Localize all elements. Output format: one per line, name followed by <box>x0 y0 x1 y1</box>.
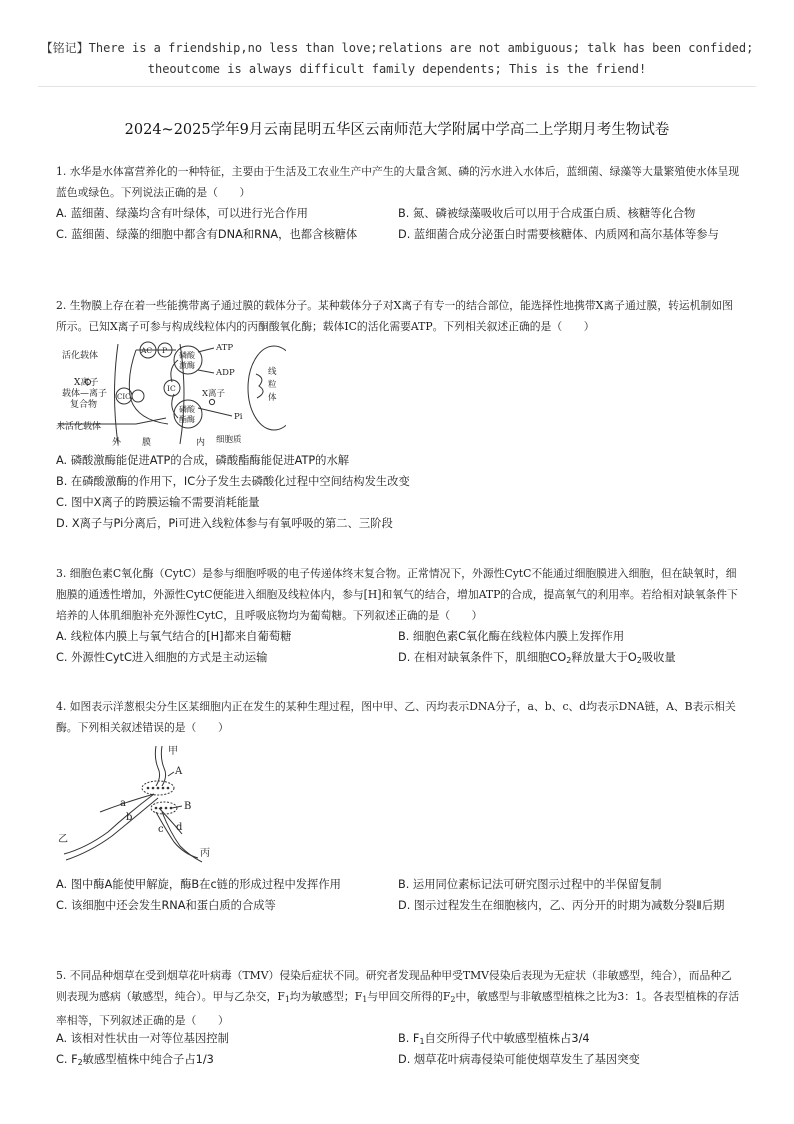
label-phosphatase-2: 酯酶 <box>179 415 195 424</box>
q4-option-d[interactable]: D. 图示过程发生在细胞核内，乙、丙分开的时期为减数分裂Ⅱ后期 <box>398 899 725 912</box>
header-divider <box>38 86 756 87</box>
label-p: P <box>162 346 168 355</box>
q4-option-b[interactable]: B. 运用同位素标记法可研究图示过程中的半保留复制 <box>398 878 662 891</box>
label-bing: 丙 <box>200 848 210 859</box>
label-strand-c: c <box>158 824 164 835</box>
q5-option-b[interactable]: B. $F_1$自交所得子代中敏感型植株占3/4 <box>398 1032 590 1046</box>
label-mito-3: 体 <box>268 393 277 403</box>
label-activated-carrier: 活化载体 <box>62 351 99 361</box>
cic-p-circle <box>132 390 144 402</box>
carrier-transport-diagram <box>56 338 286 450</box>
q3-option-d[interactable]: D. 在相对缺氧条件下，肌细胞$CO_2$释放量大于$O_2$吸收量 <box>398 651 676 665</box>
dna-replication-diagram <box>56 742 226 876</box>
label-complex-2: 复合物 <box>70 400 98 410</box>
q3-option-a[interactable]: A. 线粒体内膜上与氧气结合的[H]都来自葡萄糖 <box>56 630 292 643</box>
label-atp: ATP <box>216 343 234 353</box>
label-mito-1: 线 <box>268 367 277 377</box>
q4-option-c[interactable]: C. 该细胞中还会发生RNA和蛋白质的合成等 <box>56 899 276 912</box>
q5-option-d[interactable]: D. 烟草花叶病毒侵染可能使烟草发生了基因突变 <box>398 1053 640 1066</box>
label-strand-d: d <box>176 822 183 833</box>
q4-option-a[interactable]: A. 图中酶A能使甲解旋，酶B在c链的形成过程中发挥作用 <box>56 878 341 891</box>
q1-option-a[interactable]: A. 蓝细菌、绿藻均含有叶绿体，可以进行光合作用 <box>56 207 308 220</box>
label-inactive-carrier: 未活化载体 <box>56 422 102 432</box>
exam-title: 2024~2025学年9月云南昆明五华区云南师范大学附属中学高二上学期月考生物试卷 <box>124 122 670 138</box>
label-pi: Pi <box>234 412 243 422</box>
label-x-ion-inner: X离子 <box>202 389 226 399</box>
header-motto: 【铭记】There is a friendship,no less than love;relations are not ambiguous; talk has been confided; theoutcome is always difficult family dependents; This is the friend! <box>40 41 754 76</box>
label-adp: ADP <box>216 368 235 378</box>
q3-option-c[interactable]: C. 外源性CytC进入细胞的方式是主动运输 <box>56 651 268 664</box>
q2-stem: 2. 生物膜上存在着一些能携带离子通过膜的载体分子。某种载体分子对X离子有专一的结合部位，能选择性地携带X离子通过膜，转运机制如图所示。已知X离子可参与构成线粒体内的丙酮酸氧化酶；载体IC的活化需要ATP。下列相关叙述正确的是（ ） <box>56 299 733 333</box>
label-complex-1: 载体—离子 <box>62 389 108 399</box>
label-outer: 外 <box>112 438 122 448</box>
label-strand-a: a <box>120 798 126 809</box>
label-yi: 乙 <box>58 834 68 845</box>
q1-option-c[interactable]: C. 蓝细菌、绿藻的细胞中都含有DNA和RNA，也都含核糖体 <box>56 228 358 241</box>
label-inner: 内 <box>196 438 206 448</box>
q1-stem: 1. 水华是水体富营养化的一种特征，主要由于生活及工农业生产中产生的大量含氮、磷的污水进入水体后，蓝细菌、绿藻等大量繁殖使水体呈现蓝色或绿色。下列说法正确的是（ ） <box>56 165 740 199</box>
q5-stem: 5. 不同品种烟草在受到烟草花叶病毒（TMV）侵染后症状不同。研究者发现品种甲受TMV侵染后表现为无症状（非敏感型，纯合），而品种乙则表现为感病（敏感型，纯合）。甲与乙杂交，$F_1$均为敏感型；$F_1$与甲回交所得的$F_2$中，敏感型与非敏感型植株之比为3：1。各表型植株的存活率相等，下列叙述正确的是（ ） <box>56 969 740 1027</box>
label-membrane: 膜 <box>142 438 152 448</box>
q2-option-d[interactable]: D. X离子与Pi分离后，Pi可进入线粒体参与有氧呼吸的第二、三阶段 <box>56 517 393 530</box>
label-cytoplasm: 细胞质 <box>216 435 242 445</box>
label-kinase-2: 激酶 <box>179 361 195 370</box>
q2-option-a[interactable]: A. 磷酸激酶能促进ATP的合成，磷酸酯酶能促进ATP的水解 <box>56 454 350 467</box>
label-mito-2: 粒 <box>268 380 277 390</box>
q5-option-c[interactable]: C. $F_2$敏感型植株中纯合子占1/3 <box>56 1053 214 1067</box>
label-enzyme-A: A <box>175 766 183 777</box>
label-kinase-1: 磷酸 <box>179 351 195 360</box>
q4-stem: 4. 如图表示洋葱根尖分生区某细胞内正在发生的某种生理过程，图中甲、乙、丙均表示DNA分子，a、b、c、d均表示DNA链，A、B表示相关酶。下列相关叙述错误的是（ ） <box>56 700 736 734</box>
label-phosphatase-1: 磷酸 <box>179 405 195 414</box>
label-x-ion: X离子 <box>74 378 99 388</box>
q3-option-b[interactable]: B. 细胞色素C氧化酶在线粒体内膜上发挥作用 <box>398 630 625 643</box>
q2-option-b[interactable]: B. 在磷酸激酶的作用下，IC分子发生去磷酸化过程中空间结构发生改变 <box>56 475 410 488</box>
q5-option-a[interactable]: A. 该相对性状由一对等位基因控制 <box>56 1032 229 1045</box>
label-strand-b: b <box>126 812 133 823</box>
label-cic: CIC <box>117 393 131 401</box>
q3-stem: 3. 细胞色素C氧化酶（CytC）是参与细胞呼吸的电子传递体终末复合物。正常情况下，外源性CytC不能通过细胞膜进入细胞，但在缺氧时，细胞膜的通透性增加，外源性CytC便能进入细胞及线粒体内，参与[H]和氧气的结合，增加ATP的合成，提高氧气的利用率。若给相对缺氧条件下培养的人体肌细胞补充外源性CytC，且呼吸底物均为葡萄糖。下列叙述正确的是（ ） <box>56 567 738 622</box>
label-ic: IC <box>167 384 176 393</box>
q1-option-d[interactable]: D. 蓝细菌合成分泌蛋白时需要核糖体、内质网和高尔基体等参与 <box>398 228 719 241</box>
label-jia: 甲 <box>168 746 178 757</box>
q1-option-b[interactable]: B. 氮、磷被绿藻吸收后可以用于合成蛋白质、核糖等化合物 <box>398 207 696 220</box>
label-ac: AC <box>141 346 153 355</box>
label-enzyme-B: B <box>184 801 192 812</box>
q2-option-c[interactable]: C. 图中X离子的跨膜运输不需要消耗能量 <box>56 496 260 509</box>
